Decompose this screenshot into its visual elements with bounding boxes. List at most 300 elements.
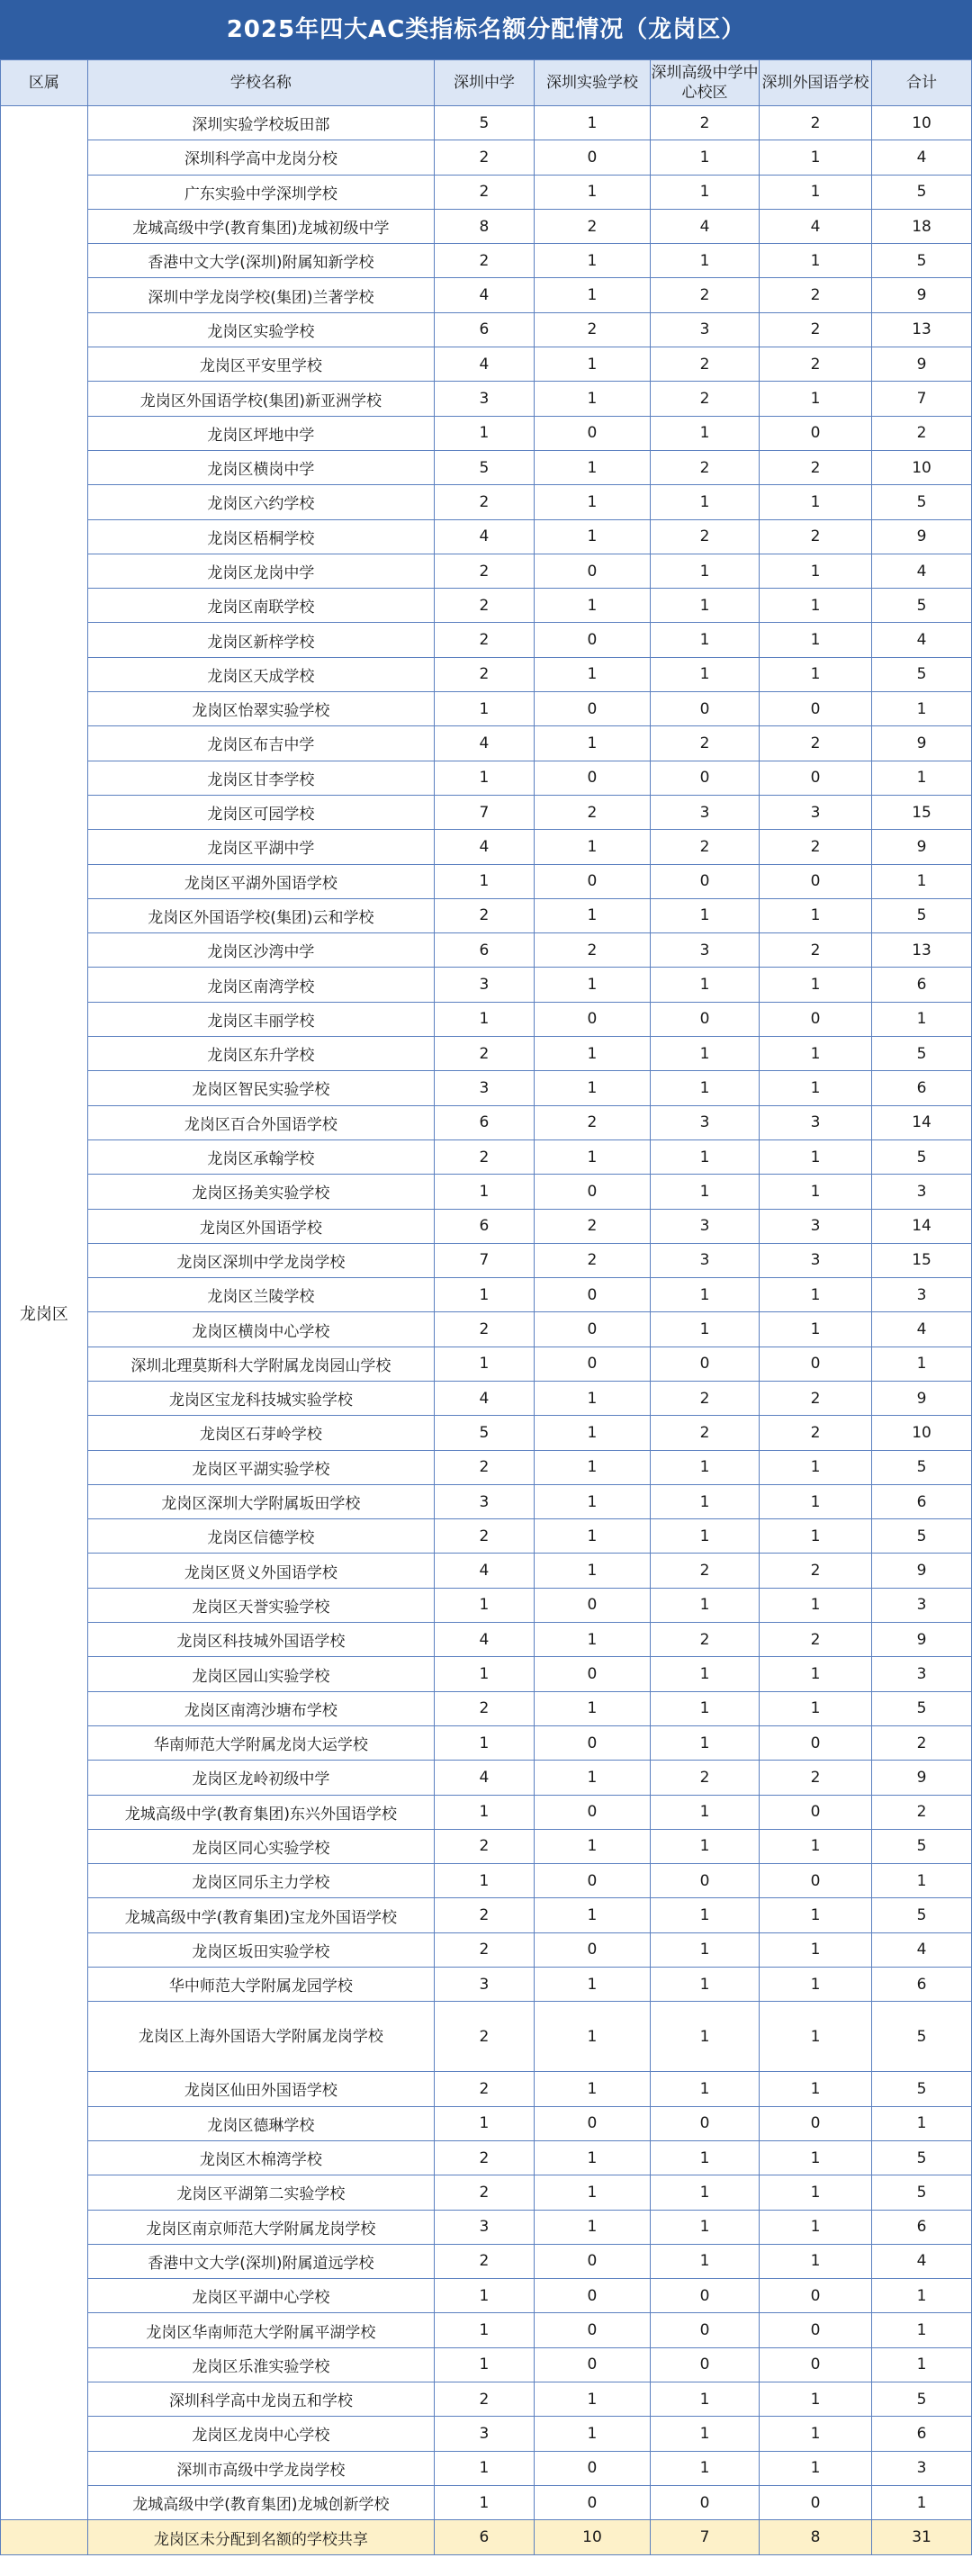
shenzhen-middle-cell: 3 [435, 968, 535, 1002]
shenzhen-senior-central-cell: 1 [650, 1657, 759, 1691]
school-name-cell: 龙岗区外国语学校 [87, 1209, 434, 1243]
shenzhen-middle-cell: 4 [435, 1381, 535, 1415]
shenzhen-foreign-language-cell: 0 [759, 1725, 871, 1760]
shenzhen-senior-central-cell: 2 [650, 1554, 759, 1588]
school-name-cell: 龙岗区平湖实验学校 [87, 1450, 434, 1484]
total-cell: 1 [872, 864, 972, 898]
shenzhen-middle-cell: 1 [435, 1175, 535, 1209]
table-row [1, 657, 972, 691]
shenzhen-senior-central-cell: 1 [650, 1071, 759, 1105]
school-name-cell: 龙岗区平湖第二实验学校 [87, 2175, 434, 2210]
shenzhen-foreign-language-cell: 3 [759, 1209, 871, 1243]
shenzhen-foreign-language-cell: 1 [759, 554, 871, 588]
total-cell: 1 [872, 761, 972, 795]
shenzhen-experimental-cell: 1 [534, 519, 650, 554]
total-cell: 5 [872, 2002, 972, 2072]
total-cell: 5 [872, 175, 972, 209]
shenzhen-foreign-language-cell: 1 [759, 2417, 871, 2451]
table-row [1, 795, 972, 829]
shenzhen-foreign-language-cell: 1 [759, 1139, 871, 1174]
school-name-cell: 龙城高级中学(教育集团)东兴外国语学校 [87, 1795, 434, 1829]
shenzhen-middle-cell: 6 [435, 1209, 535, 1243]
shenzhen-foreign-language-cell: 1 [759, 1657, 871, 1691]
shenzhen-middle-cell: 1 [435, 2451, 535, 2485]
shenzhen-foreign-language-cell: 1 [759, 382, 871, 416]
shenzhen-senior-central-cell: 1 [650, 554, 759, 588]
shenzhen-experimental-cell: 1 [534, 726, 650, 761]
shenzhen-middle-cell: 2 [435, 485, 535, 519]
school-name-cell: 龙岗区平湖中心学校 [87, 2279, 434, 2313]
shenzhen-senior-central-cell: 1 [650, 1795, 759, 1829]
table-row [1, 2279, 972, 2313]
total-cell: 9 [872, 519, 972, 554]
total-cell: 5 [872, 1691, 972, 1725]
shenzhen-middle-cell: 4 [435, 278, 535, 312]
shenzhen-senior-central-cell: 1 [650, 1691, 759, 1725]
school-name-cell: 龙岗区梧桐学校 [87, 519, 434, 554]
shenzhen-experimental-cell: 1 [534, 1761, 650, 1795]
shenzhen-foreign-language-cell: 3 [759, 1105, 871, 1139]
shenzhen-experimental-cell: 1 [534, 106, 650, 140]
shenzhen-experimental-cell: 1 [534, 2210, 650, 2244]
shenzhen-senior-central-cell: 1 [650, 485, 759, 519]
shenzhen-senior-central-cell: 3 [650, 933, 759, 968]
shenzhen-senior-central-cell: 1 [650, 1588, 759, 1622]
shenzhen-middle-cell: 7 [435, 1243, 535, 1277]
shenzhen-senior-central-cell: 1 [650, 1450, 759, 1484]
shenzhen-experimental-cell: 2 [534, 1209, 650, 1243]
shenzhen-experimental-cell: 2 [534, 209, 650, 243]
table-row [1, 416, 972, 450]
school-name-cell: 龙岗区华南师范大学附属平湖学校 [87, 2313, 434, 2347]
total-cell: 4 [872, 2244, 972, 2278]
total-cell: 6 [872, 968, 972, 1002]
school-name-cell: 龙岗区深圳中学龙岗学校 [87, 1243, 434, 1277]
shenzhen-experimental-cell: 0 [534, 2244, 650, 2278]
shenzhen-middle-cell: 2 [435, 1829, 535, 1863]
table-row [1, 2244, 972, 2278]
shenzhen-middle-cell: 4 [435, 347, 535, 382]
shenzhen-foreign-language-cell: 2 [759, 933, 871, 968]
total-cell: 18 [872, 209, 972, 243]
shenzhen-middle-cell: 3 [435, 2417, 535, 2451]
table-row [1, 2140, 972, 2175]
shenzhen-middle-cell: 1 [435, 2313, 535, 2347]
school-name-cell: 龙岗区龙岗中学 [87, 554, 434, 588]
shenzhen-foreign-language-cell: 1 [759, 1037, 871, 1071]
shenzhen-middle-cell: 2 [435, 554, 535, 588]
shenzhen-experimental-cell: 0 [534, 416, 650, 450]
total-cell: 6 [872, 2210, 972, 2244]
shenzhen-senior-central-cell: 1 [650, 589, 759, 623]
table-row [1, 312, 972, 347]
shenzhen-foreign-language-cell: 0 [759, 1795, 871, 1829]
shenzhen-experimental-cell: 1 [534, 1450, 650, 1484]
shenzhen-experimental-cell: 0 [534, 2313, 650, 2347]
total-cell: 3 [872, 2451, 972, 2485]
table-row [1, 519, 972, 554]
shenzhen-foreign-language-cell: 1 [759, 2451, 871, 2485]
shenzhen-senior-central-cell: 1 [650, 968, 759, 1002]
shenzhen-experimental-cell: 0 [534, 1278, 650, 1312]
school-name-cell: 龙岗区科技城外国语学校 [87, 1623, 434, 1657]
shenzhen-foreign-language-cell: 3 [759, 1243, 871, 1277]
shenzhen-experimental-cell: 0 [534, 692, 650, 726]
shenzhen-middle-cell: 5 [435, 1416, 535, 1450]
shenzhen-experimental-cell: 1 [534, 450, 650, 484]
shenzhen-foreign-language-cell: 1 [759, 485, 871, 519]
total-cell: 5 [872, 1037, 972, 1071]
shenzhen-foreign-language-cell: 4 [759, 209, 871, 243]
shenzhen-experimental-cell: 0 [534, 1932, 650, 1967]
shenzhen-foreign-language-cell: 2 [759, 1623, 871, 1657]
shenzhen-middle-cell: 2 [435, 657, 535, 691]
total-cell: 1 [872, 2279, 972, 2313]
total-cell: 1 [872, 1347, 972, 1381]
total-cell: 6 [872, 1071, 972, 1105]
summary-shenzhen-middle: 6 [435, 2520, 535, 2555]
shenzhen-middle-cell: 3 [435, 2210, 535, 2244]
table-body [1, 106, 972, 2555]
table-row [1, 1519, 972, 1554]
school-name-cell: 龙岗区天誉实验学校 [87, 1588, 434, 1622]
shenzhen-experimental-cell: 1 [534, 2175, 650, 2210]
shenzhen-senior-central-cell: 1 [650, 2382, 759, 2417]
table-row [1, 1623, 972, 1657]
shenzhen-middle-cell: 1 [435, 2485, 535, 2519]
table-row [1, 209, 972, 243]
shenzhen-middle-cell: 2 [435, 2175, 535, 2210]
shenzhen-middle-cell: 2 [435, 175, 535, 209]
school-name-cell: 龙岗区甘李学校 [87, 761, 434, 795]
allocation-table [0, 59, 972, 2555]
table-row [1, 1725, 972, 1760]
total-cell: 5 [872, 2072, 972, 2106]
shenzhen-senior-central-cell: 4 [650, 209, 759, 243]
shenzhen-experimental-cell: 0 [534, 140, 650, 175]
shenzhen-experimental-cell: 0 [534, 1312, 650, 1347]
table-row [1, 1416, 972, 1450]
school-name-cell: 龙岗区布吉中学 [87, 726, 434, 761]
shenzhen-senior-central-cell: 3 [650, 1209, 759, 1243]
total-cell: 6 [872, 1484, 972, 1518]
shenzhen-foreign-language-cell: 1 [759, 140, 871, 175]
shenzhen-middle-cell: 1 [435, 2106, 535, 2140]
shenzhen-experimental-cell: 1 [534, 1968, 650, 2002]
total-cell: 5 [872, 589, 972, 623]
shenzhen-senior-central-cell: 1 [650, 1898, 759, 1932]
shenzhen-experimental-cell: 1 [534, 485, 650, 519]
shenzhen-experimental-cell: 2 [534, 933, 650, 968]
shenzhen-senior-central-cell: 1 [650, 2210, 759, 2244]
school-name-cell: 龙岗区上海外国语大学附属龙岗学校 [87, 2002, 434, 2072]
shenzhen-senior-central-cell: 1 [650, 2417, 759, 2451]
table-row [1, 2106, 972, 2140]
table-row [1, 2072, 972, 2106]
shenzhen-middle-cell: 1 [435, 1725, 535, 1760]
shenzhen-experimental-cell: 1 [534, 1381, 650, 1415]
shenzhen-foreign-language-cell: 0 [759, 1347, 871, 1381]
table-row [1, 554, 972, 588]
school-name-cell: 龙岗区承翰学校 [87, 1139, 434, 1174]
shenzhen-foreign-language-cell: 2 [759, 830, 871, 864]
school-name-cell: 龙岗区丰丽学校 [87, 1002, 434, 1036]
region-cell: 龙岗区 [1, 106, 88, 2520]
total-cell: 4 [872, 554, 972, 588]
shenzhen-middle-cell: 5 [435, 106, 535, 140]
shenzhen-middle-cell: 1 [435, 1588, 535, 1622]
shenzhen-experimental-cell: 0 [534, 864, 650, 898]
shenzhen-senior-central-cell: 2 [650, 726, 759, 761]
table-row [1, 485, 972, 519]
shenzhen-foreign-language-cell: 1 [759, 1691, 871, 1725]
school-name-cell: 龙岗区百合外国语学校 [87, 1105, 434, 1139]
school-name-cell: 龙城高级中学(教育集团)宝龙外国语学校 [87, 1898, 434, 1932]
shenzhen-experimental-cell: 1 [534, 278, 650, 312]
shenzhen-experimental-cell: 0 [534, 1002, 650, 1036]
school-name-cell: 龙岗区贤义外国语学校 [87, 1554, 434, 1588]
school-name-cell: 龙岗区实验学校 [87, 312, 434, 347]
total-cell: 10 [872, 450, 972, 484]
table-row [1, 450, 972, 484]
school-name-cell: 龙岗区平湖中学 [87, 830, 434, 864]
school-name-cell: 香港中文大学(深圳)附属道远学校 [87, 2244, 434, 2278]
shenzhen-foreign-language-cell: 1 [759, 2382, 871, 2417]
school-name-cell: 龙岗区乐淮实验学校 [87, 2347, 434, 2382]
shenzhen-experimental-cell: 0 [534, 2451, 650, 2485]
shenzhen-foreign-language-cell: 2 [759, 1761, 871, 1795]
shenzhen-foreign-language-cell: 1 [759, 1484, 871, 1518]
shenzhen-senior-central-cell: 1 [650, 1037, 759, 1071]
shenzhen-senior-central-cell: 1 [650, 898, 759, 932]
total-cell: 1 [872, 1002, 972, 1036]
total-cell: 1 [872, 692, 972, 726]
shenzhen-middle-cell: 1 [435, 416, 535, 450]
table-row [1, 2002, 972, 2072]
shenzhen-senior-central-cell: 1 [650, 1312, 759, 1347]
shenzhen-experimental-cell: 0 [534, 1175, 650, 1209]
total-cell: 3 [872, 1588, 972, 1622]
total-cell: 13 [872, 933, 972, 968]
shenzhen-experimental-cell: 0 [534, 1864, 650, 1898]
shenzhen-experimental-cell: 1 [534, 657, 650, 691]
school-name-cell: 龙岗区同心实验学校 [87, 1829, 434, 1863]
school-name-cell: 龙岗区外国语学校(集团)新亚洲学校 [87, 382, 434, 416]
shenzhen-senior-central-cell: 1 [650, 2072, 759, 2106]
table-row [1, 2347, 972, 2382]
shenzhen-foreign-language-cell: 0 [759, 692, 871, 726]
total-cell: 5 [872, 2175, 972, 2210]
summary-label: 龙岗区未分配到名额的学校共享 [87, 2520, 434, 2555]
table-row [1, 623, 972, 657]
table-row [1, 1450, 972, 1484]
school-name-cell: 香港中文大学(深圳)附属知新学校 [87, 244, 434, 278]
shenzhen-middle-cell: 2 [435, 2382, 535, 2417]
shenzhen-experimental-cell: 0 [534, 2485, 650, 2519]
shenzhen-senior-central-cell: 0 [650, 1002, 759, 1036]
shenzhen-senior-central-cell: 3 [650, 1243, 759, 1277]
shenzhen-foreign-language-cell: 1 [759, 1450, 871, 1484]
table-row [1, 1278, 972, 1312]
table-row [1, 1761, 972, 1795]
school-name-cell: 龙岗区园山实验学校 [87, 1657, 434, 1691]
shenzhen-senior-central-cell: 1 [650, 1519, 759, 1554]
shenzhen-experimental-cell: 1 [534, 2072, 650, 2106]
shenzhen-experimental-cell: 2 [534, 312, 650, 347]
shenzhen-senior-central-cell: 2 [650, 1381, 759, 1415]
table-row [1, 1243, 972, 1277]
shenzhen-foreign-language-cell: 0 [759, 2347, 871, 2382]
table-row [1, 1105, 972, 1139]
shenzhen-foreign-language-cell: 2 [759, 278, 871, 312]
table-row [1, 1691, 972, 1725]
total-cell: 5 [872, 898, 972, 932]
school-name-cell: 龙岗区平安里学校 [87, 347, 434, 382]
table-row [1, 898, 972, 932]
table-row [1, 1002, 972, 1036]
total-cell: 9 [872, 1554, 972, 1588]
total-cell: 1 [872, 2485, 972, 2519]
table-row [1, 864, 972, 898]
table-row [1, 830, 972, 864]
shenzhen-experimental-cell: 1 [534, 1691, 650, 1725]
table-row [1, 1139, 972, 1174]
shenzhen-middle-cell: 2 [435, 1519, 535, 1554]
total-cell: 13 [872, 312, 972, 347]
shenzhen-middle-cell: 4 [435, 1623, 535, 1657]
total-cell: 9 [872, 726, 972, 761]
shenzhen-middle-cell: 1 [435, 692, 535, 726]
school-name-cell: 龙岗区坂田实验学校 [87, 1932, 434, 1967]
shenzhen-experimental-cell: 0 [534, 2279, 650, 2313]
table-row [1, 2175, 972, 2210]
shenzhen-foreign-language-cell: 1 [759, 2002, 871, 2072]
shenzhen-foreign-language-cell: 1 [759, 175, 871, 209]
school-name-cell: 深圳实验学校坂田部 [87, 106, 434, 140]
summary-total: 31 [872, 2520, 972, 2555]
shenzhen-middle-cell: 8 [435, 209, 535, 243]
shenzhen-experimental-cell: 1 [534, 382, 650, 416]
school-name-cell: 华南师范大学附属龙岗大运学校 [87, 1725, 434, 1760]
total-cell: 9 [872, 1623, 972, 1657]
shenzhen-middle-cell: 1 [435, 1278, 535, 1312]
header-total: 合计 [872, 60, 972, 106]
total-cell: 2 [872, 416, 972, 450]
shenzhen-senior-central-cell: 1 [650, 1932, 759, 1967]
shenzhen-senior-central-cell: 1 [650, 2451, 759, 2485]
total-cell: 14 [872, 1209, 972, 1243]
table-row [1, 278, 972, 312]
total-cell: 3 [872, 1657, 972, 1691]
shenzhen-foreign-language-cell: 0 [759, 761, 871, 795]
school-name-cell: 龙岗区南京师范大学附属龙岗学校 [87, 2210, 434, 2244]
school-name-cell: 龙岗区智民实验学校 [87, 1071, 434, 1105]
shenzhen-foreign-language-cell: 1 [759, 2140, 871, 2175]
table-header [1, 60, 972, 106]
total-cell: 5 [872, 1139, 972, 1174]
total-cell: 9 [872, 1761, 972, 1795]
total-cell: 9 [872, 830, 972, 864]
summary-shenzhen-foreign-language: 8 [759, 2520, 871, 2555]
shenzhen-experimental-cell: 0 [534, 1725, 650, 1760]
school-name-cell: 龙岗区同乐主力学校 [87, 1864, 434, 1898]
shenzhen-foreign-language-cell: 1 [759, 1932, 871, 1967]
school-name-cell: 龙岗区平湖外国语学校 [87, 864, 434, 898]
school-name-cell: 华中师范大学附属龙园学校 [87, 1968, 434, 2002]
summary-shenzhen-senior-central: 7 [650, 2520, 759, 2555]
summary-shenzhen-experimental: 10 [534, 2520, 650, 2555]
shenzhen-foreign-language-cell: 1 [759, 1898, 871, 1932]
shenzhen-middle-cell: 7 [435, 795, 535, 829]
shenzhen-senior-central-cell: 1 [650, 623, 759, 657]
school-name-cell: 龙岗区德琳学校 [87, 2106, 434, 2140]
summary-region-cell [1, 2520, 88, 2555]
shenzhen-experimental-cell: 1 [534, 1037, 650, 1071]
total-cell: 5 [872, 2140, 972, 2175]
table-row [1, 140, 972, 175]
total-cell: 5 [872, 1829, 972, 1863]
shenzhen-experimental-cell: 2 [534, 795, 650, 829]
shenzhen-middle-cell: 3 [435, 1071, 535, 1105]
table-row [1, 761, 972, 795]
shenzhen-experimental-cell: 0 [534, 623, 650, 657]
shenzhen-senior-central-cell: 0 [650, 692, 759, 726]
table-row [1, 1071, 972, 1105]
shenzhen-middle-cell: 2 [435, 1898, 535, 1932]
shenzhen-senior-central-cell: 1 [650, 2002, 759, 2072]
shenzhen-middle-cell: 6 [435, 312, 535, 347]
shenzhen-foreign-language-cell: 2 [759, 1416, 871, 1450]
shenzhen-middle-cell: 4 [435, 830, 535, 864]
table-row [1, 2451, 972, 2485]
school-name-cell: 深圳市高级中学龙岗学校 [87, 2451, 434, 2485]
shenzhen-experimental-cell: 1 [534, 175, 650, 209]
total-cell: 14 [872, 1105, 972, 1139]
school-name-cell: 龙岗区龙岗中心学校 [87, 2417, 434, 2451]
school-name-cell: 龙岗区可园学校 [87, 795, 434, 829]
school-name-cell: 深圳中学龙岗学校(集团)兰著学校 [87, 278, 434, 312]
shenzhen-senior-central-cell: 1 [650, 244, 759, 278]
table-row [1, 1898, 972, 1932]
shenzhen-senior-central-cell: 0 [650, 2485, 759, 2519]
total-cell: 4 [872, 140, 972, 175]
header-school: 学校名称 [87, 60, 434, 106]
total-cell: 10 [872, 106, 972, 140]
table-row [1, 382, 972, 416]
total-cell: 5 [872, 2382, 972, 2417]
shenzhen-experimental-cell: 1 [534, 968, 650, 1002]
shenzhen-foreign-language-cell: 1 [759, 623, 871, 657]
shenzhen-foreign-language-cell: 1 [759, 1829, 871, 1863]
table-row [1, 2485, 972, 2519]
shenzhen-middle-cell: 4 [435, 1761, 535, 1795]
shenzhen-foreign-language-cell: 0 [759, 864, 871, 898]
shenzhen-experimental-cell: 1 [534, 1139, 650, 1174]
total-cell: 1 [872, 2347, 972, 2382]
shenzhen-foreign-language-cell: 0 [759, 2106, 871, 2140]
summary-row [1, 2520, 972, 2555]
shenzhen-foreign-language-cell: 3 [759, 795, 871, 829]
total-cell: 5 [872, 1450, 972, 1484]
table-row [1, 1312, 972, 1347]
shenzhen-senior-central-cell: 1 [650, 416, 759, 450]
school-name-cell: 龙岗区宝龙科技城实验学校 [87, 1381, 434, 1415]
total-cell: 4 [872, 1312, 972, 1347]
table-row [1, 2382, 972, 2417]
shenzhen-foreign-language-cell: 1 [759, 1588, 871, 1622]
shenzhen-middle-cell: 2 [435, 898, 535, 932]
shenzhen-foreign-language-cell: 0 [759, 416, 871, 450]
